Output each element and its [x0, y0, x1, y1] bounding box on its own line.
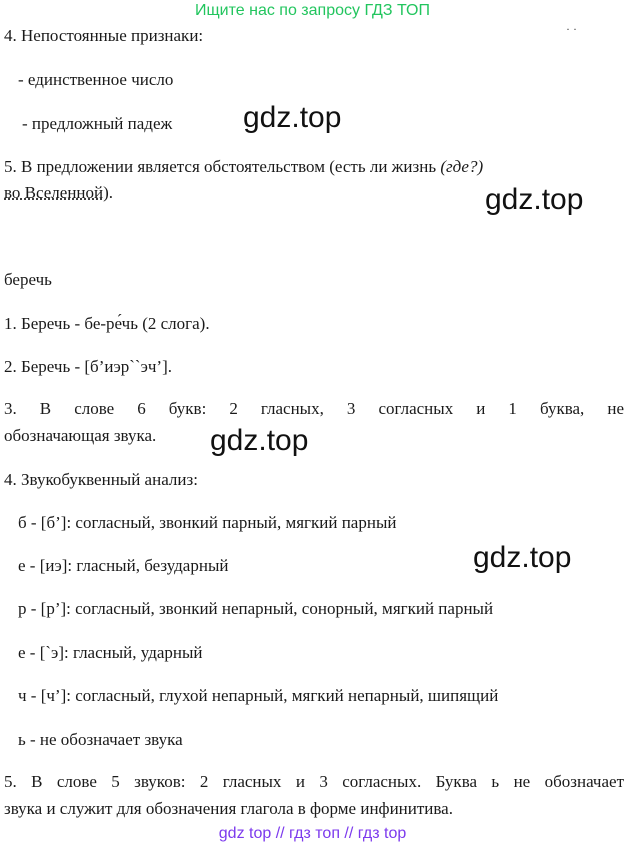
- sound-r: р - [р’]: согласный, звонкий непарный, сонорный, мягкий парный: [18, 599, 494, 618]
- line-nonconstant-features: 4. Непостоянные признаки:: [4, 26, 204, 45]
- watermark: gdz.top: [243, 101, 342, 134]
- sound-b: б - [б’]: согласный, звонкий парный, мягкий парный: [18, 513, 397, 532]
- circumstance-text: 5. В предложении является обстоятельством (есть ли жизнь: [4, 157, 441, 176]
- footer-banner: gdz top // гдз топ // гдз top: [218, 825, 407, 842]
- sound-ch: ч - [ч’]: согласный, глухой непарный, мягкий непарный, шипящий: [18, 686, 499, 705]
- watermark: gdz.top: [473, 541, 572, 574]
- word-title: беречь: [4, 270, 52, 289]
- scan-artifact: · ·: [566, 22, 577, 36]
- line-circumstance: [4, 157, 624, 177]
- sound-e2: е - [`э]: гласный, ударный: [18, 643, 203, 662]
- header-banner: Ищите нас по запросу ГДЗ ТОП: [195, 2, 430, 19]
- universe-phrase: во Вселенной: [4, 183, 104, 202]
- line-sounds-count: 5. В слове 5 звуков: 2 гласных и 3 согласных. Буква ь не обозначает: [4, 772, 624, 791]
- line-letters-count: 3. В слове 6 букв: 2 гласных, 3 согласных и 1 буква, не: [4, 399, 624, 418]
- closing-paren: ).: [103, 183, 114, 202]
- line-transcription: 2. Беречь - [б’иэр``эч’].: [4, 357, 172, 376]
- line-letters-count-cont: обозначающая звука.: [4, 426, 157, 445]
- line-analysis-heading: 4. Звукобуквенный анализ:: [4, 470, 198, 489]
- line-sounds-count-cont: звука и служит для обозначения глагола в форме инфинитива.: [4, 799, 453, 818]
- line-singular: - единственное число: [18, 70, 174, 89]
- watermark: gdz.top: [485, 183, 584, 216]
- line-universe: [4, 183, 113, 203]
- question-where: (где?): [440, 157, 484, 176]
- line-syllables: 1. Беречь - бе-ре́чь (2 слога).: [4, 314, 210, 333]
- line-prepositional: - предложный падеж: [22, 114, 173, 133]
- watermark: gdz.top: [210, 424, 309, 457]
- sound-e1: е - [иэ]: гласный, безударный: [18, 556, 229, 575]
- sound-soft-sign: ь - не обозначает звука: [18, 730, 183, 749]
